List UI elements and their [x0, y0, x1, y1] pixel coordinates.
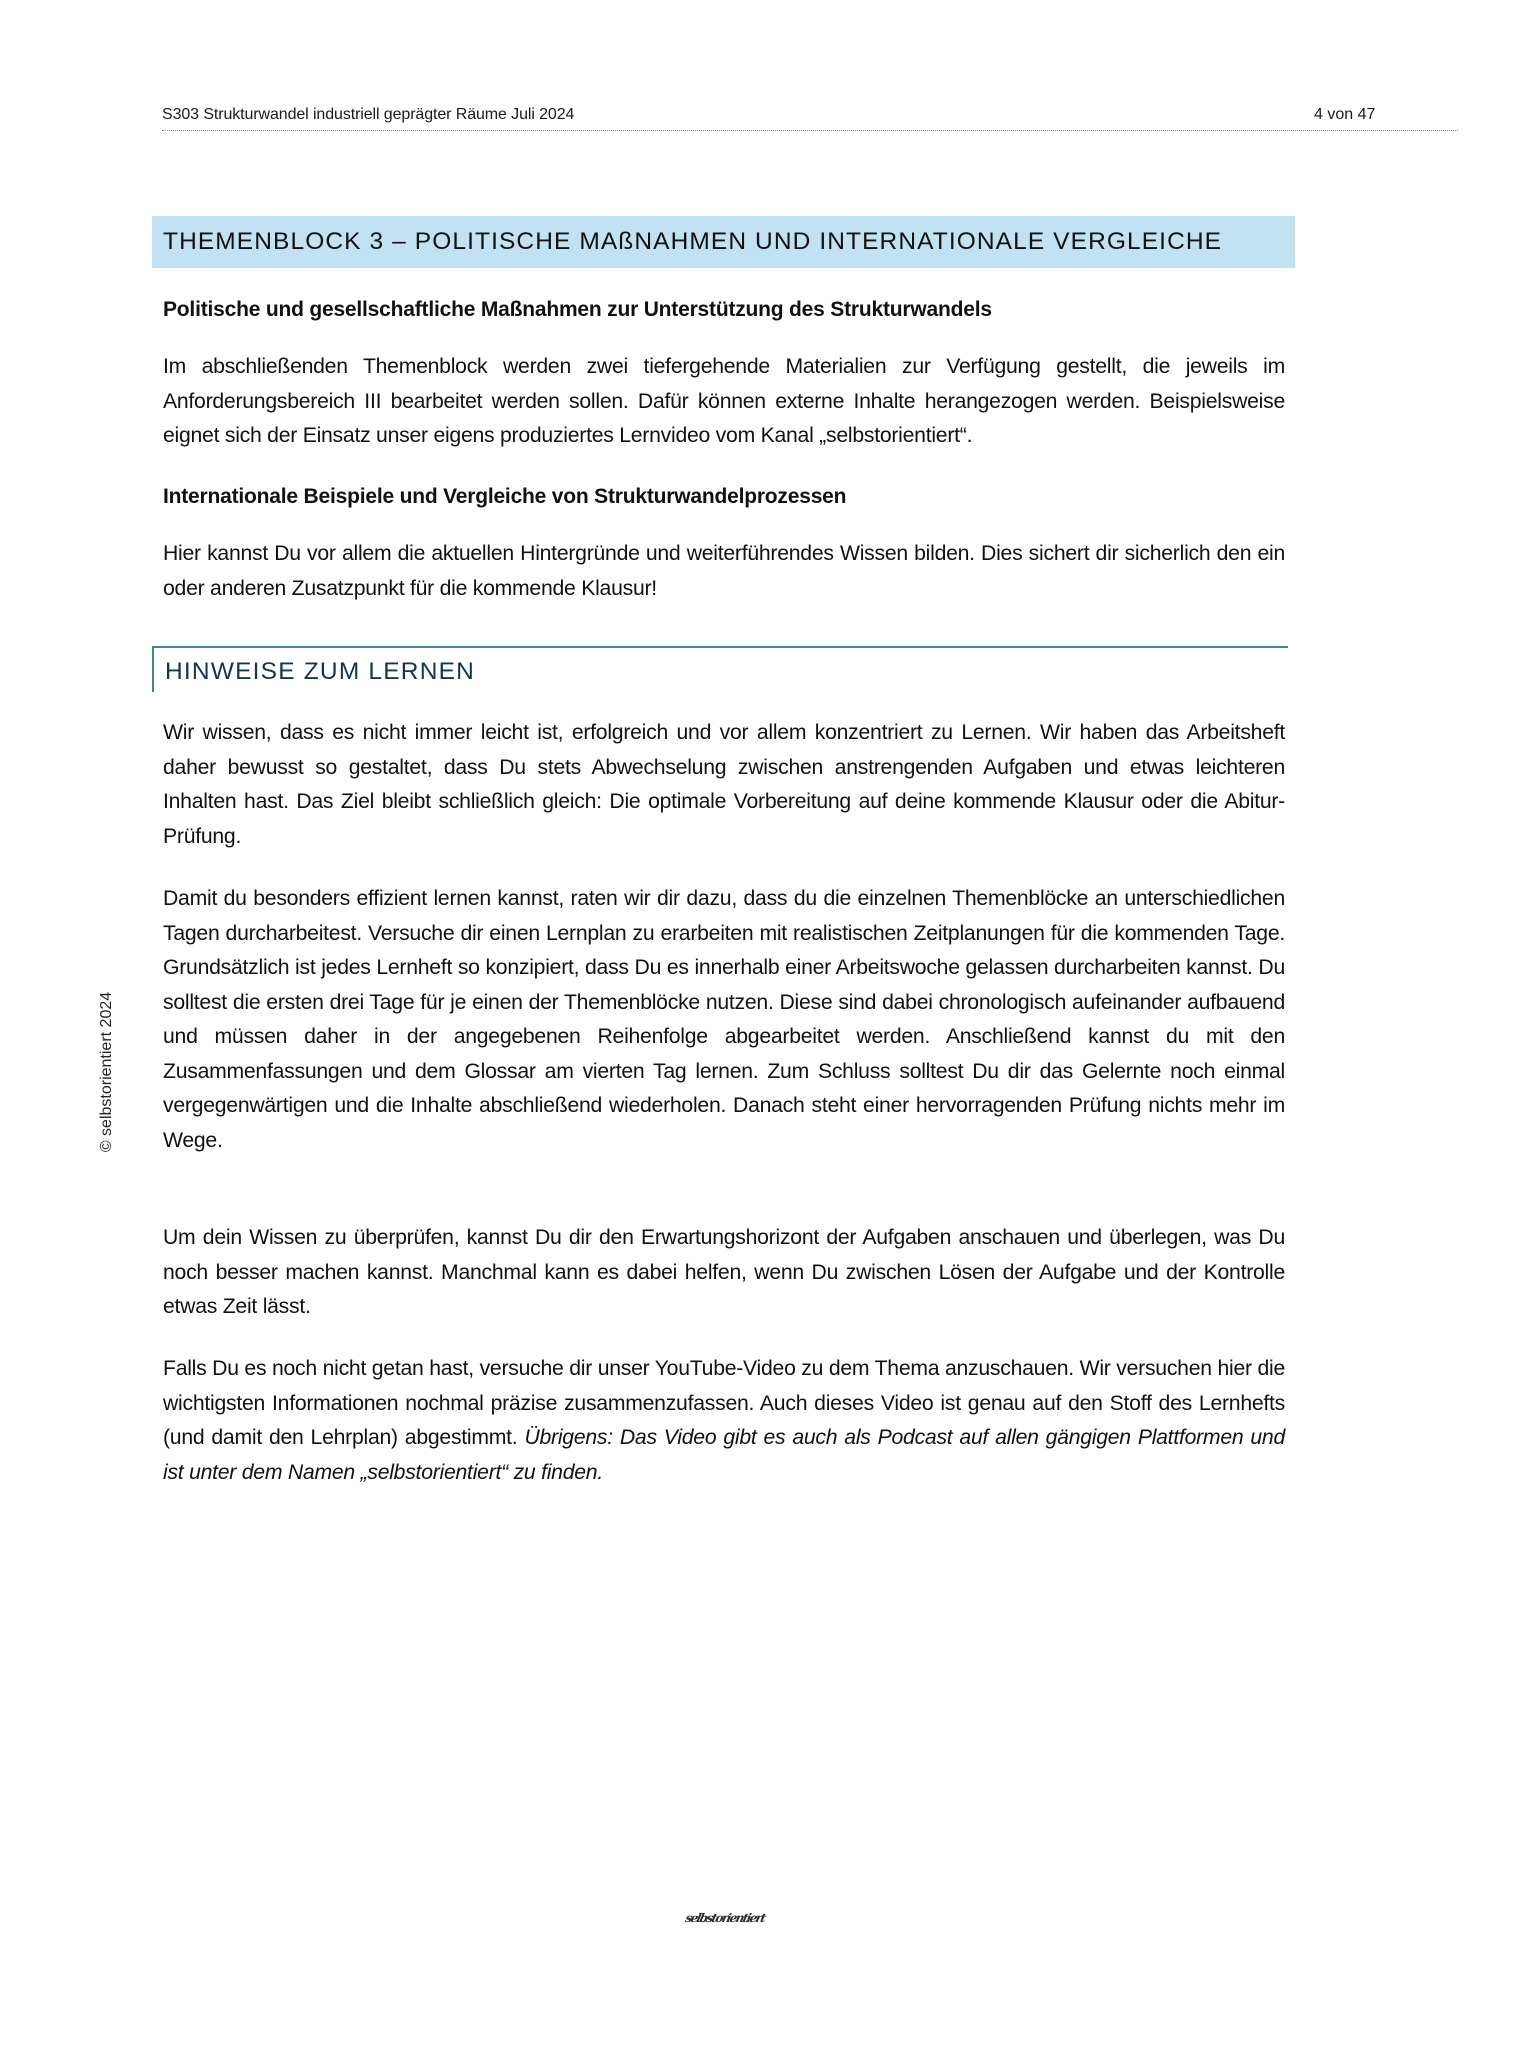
section-international-examples — [163, 485, 1285, 509]
paragraph: Damit du besonders effizient lernen kannst, raten wir dir dazu, dass du die einzelnen Themenblöcke an unterschiedlichen Tagen durcharbeitest. Versuche dir einen Lernplan zu erarbeiten mit realistischen Zeitplanungen für die kommenden Tage. Grundsätzlich ist jedes Lernheft so konzipiert, dass Du es innerhalb einer Arbeitswoche gelassen durcharbeiten kannst. Du solltest die ersten drei Tage für je einen der Themenblöcke nutzen. Diese sind dabei chronologisch aufeinander aufbauend und müssen daher in der angegebenen Reihenfolge abgearbeitet werden. Anschließend kannst du mit den Zusammenfassungen und dem Glossar am vierten Tag lernen. Zum Schluss solltest Du dir das Gelernte noch einmal vergegenwärtigen und die Inhalte abschließend wiederholen. Danach steht einer hervorragenden Prüfung nichts mehr im Wege. — [163, 887, 1285, 1152]
section-heading: Internationale Beispiele und Vergleiche von Strukturwandelprozessen — [163, 485, 847, 508]
learning-notes-paragraph-2 — [163, 882, 1285, 1158]
learning-notes-header — [152, 646, 1288, 692]
page-number: 4 von 47 — [1314, 106, 1376, 123]
section-international-examples-body — [163, 537, 1285, 606]
learning-notes-paragraph-4 — [163, 1352, 1285, 1490]
learning-notes-title: HINWEISE ZUM LERNEN — [165, 658, 476, 685]
page-header — [162, 104, 1458, 131]
brand-logo: selbstorientiert — [684, 1911, 766, 1925]
section-paragraph: Im abschließenden Themenblock werden zwei tiefergehende Materialien zur Verfügung gestellt, die jeweils im Anforderungsbereich III bearbeitet werden sollen. Dafür können externe Inhalte herangezogen werden. Beispielsweise eignet sich der Einsatz unser eigens produziertes Lernvideo vom Kanal „selbstorientiert“. — [163, 355, 1285, 447]
section-paragraph: Hier kannst Du vor allem die aktuellen Hintergründe und weiterführendes Wissen bilden. Dies sichert dir sicherlich den ein oder anderen Zusatzpunkt für die kommende Klausur! — [163, 542, 1285, 600]
paragraph-text: Falls Du es noch nicht getan hast, versuche dir unser YouTube-Video zu dem Thema anzuschauen. Wir versuchen hier die wichtigsten Informationen nochmal präzise zusammenzufassen. Auch dieses Video ist genau auf den Stoff des Lernhefts (und damit den Lehrplan) abgestimmt. — [163, 1357, 1285, 1449]
section-heading: Politische und gesellschaftliche Maßnahmen zur Unterstützung des Strukturwandels — [163, 298, 992, 321]
learning-notes-paragraph-1 — [163, 716, 1285, 854]
copyright-notice: © selbstorientiert 2024 — [98, 991, 115, 1153]
paragraph: Wir wissen, dass es nicht immer leicht ist, erfolgreich und vor allem konzentriert zu Lernen. Wir haben das Arbeitsheft daher bewusst so gestaltet, dass Du stets Abwechselung zwischen anstrengenden Aufgaben und etwas leichteren Inhalten hast. Das Ziel bleibt schließlich gleich: Die optimale Vorbereitung auf deine kommende Klausur oder die Abitur-Prüfung. — [163, 721, 1285, 848]
podcast-note: Übrigens: Das Video gibt es auch als Podcast auf allen gängigen Plattformen und ist unter dem Namen „selbstorientiert“ zu finden. — [163, 1426, 1285, 1484]
document-title: S303 Strukturwandel industriell geprägter Räume Juli 2024 — [162, 106, 575, 123]
learning-notes-paragraph-3 — [163, 1221, 1285, 1325]
paragraph — [163, 1352, 1285, 1490]
theme-block-title: THEMENBLOCK 3 – POLITISCHE MAßNAHMEN UND INTERNATIONALE VERGLEICHE — [163, 228, 1223, 255]
paragraph: Um dein Wissen zu überprüfen, kannst Du dir den Erwartungshorizont der Aufgaben anschauen und überlegen, was Du noch besser machen kannst. Manchmal kann es dabei helfen, wenn Du zwischen Lösen der Aufgabe und der Kontrolle etwas Zeit lässt. — [163, 1226, 1285, 1318]
section-political-measures-body — [163, 350, 1285, 454]
theme-block-banner — [152, 216, 1295, 268]
section-political-measures — [163, 298, 1285, 322]
